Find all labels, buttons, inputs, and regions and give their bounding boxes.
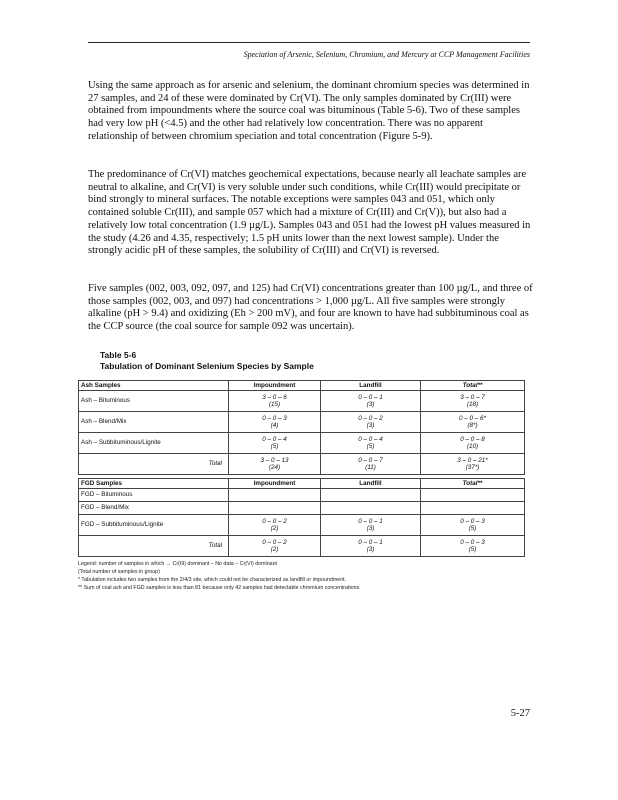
column-header: Impoundment xyxy=(229,479,321,489)
cell-total: (5) xyxy=(366,443,375,450)
cell-total: (2) xyxy=(270,546,279,553)
cell-total: (15) xyxy=(268,401,281,408)
row-label: Ash – Bituminous xyxy=(79,391,229,412)
table-row xyxy=(79,391,525,412)
row-label: FGD – Bituminous xyxy=(79,489,229,502)
cell-count: 3 – 0 – 6 xyxy=(262,393,287,401)
table-cell xyxy=(421,502,525,515)
table-cell xyxy=(421,489,525,502)
table-cell xyxy=(321,391,421,412)
cell-count: 3 – 0 – 13 xyxy=(260,456,289,464)
page-number: 5-27 xyxy=(510,708,530,719)
column-header: Ash Samples xyxy=(79,381,229,391)
row-label: FGD – Blend/Mix xyxy=(79,502,229,515)
table-cell xyxy=(321,502,421,515)
cell-total: (3) xyxy=(366,401,375,408)
cell-total: (11) xyxy=(365,464,376,471)
table-row xyxy=(79,412,525,433)
row-label: FGD – Subbituminous/Lignite xyxy=(79,515,229,536)
table-cell xyxy=(421,433,525,454)
cell-total: (18) xyxy=(466,401,479,408)
table-cell xyxy=(421,536,525,557)
table-cell xyxy=(321,412,421,433)
row-label: Ash – Blend/Mix xyxy=(79,412,229,433)
header-rule xyxy=(88,42,530,43)
table-row xyxy=(79,489,525,502)
cell-total: (8*) xyxy=(467,422,478,429)
table-row xyxy=(79,502,525,515)
cell-total: (3) xyxy=(366,525,375,532)
cell-count: 0 – 0 – 2 xyxy=(358,414,383,422)
paragraph-high-cr-vi-samples: Five samples (002, 003, 092, 097, and 125) had Cr(VI) concentrations greater than 100 µg/L, and three of those samples (002, 003, and 097) had concentrations > 1,000 µg/L. All five samples were strongly alkaline (pH > 9.4) and oxidizing (Eh > 200 mV), and four are known to have had subbituminous coal as the CCP source (the coal source for sample 092 was uncertain). xyxy=(88,283,533,333)
column-header: Landfill xyxy=(321,479,421,489)
total-label: Total xyxy=(79,536,229,557)
table-cell xyxy=(321,489,421,502)
cell-count: 3 – 0 – 21* xyxy=(457,456,488,464)
column-header: Landfill xyxy=(321,381,421,391)
table-cell xyxy=(321,454,421,475)
table-title: Tabulation of Dominant Selenium Species by Sample xyxy=(100,361,314,371)
cell-count: 3 – 0 – 7 xyxy=(460,393,485,401)
table-cell xyxy=(229,502,321,515)
total-label: Total xyxy=(79,454,229,475)
table-header-row xyxy=(79,381,525,391)
running-header: Speciation of Arsenic, Selenium, Chromium, and Mercury at CCP Management Facilities xyxy=(243,50,530,59)
cell-count: 0 – 0 – 2 xyxy=(262,538,287,546)
cell-total: (5) xyxy=(468,525,477,532)
row-label: Ash – Subbituminous/Lignite xyxy=(79,433,229,454)
table-footnote-1: * Tabulation includes two samples from the 2/4/3 site, which could not be characterized as landfill or impoundment. xyxy=(78,577,347,583)
table-header-row xyxy=(79,479,525,489)
table-cell xyxy=(229,412,321,433)
paragraph-chromium-species: Using the same approach as for arsenic and selenium, the dominant chromium species was determined in 27 samples, and 24 of these were dominated by Cr(VI). The only samples dominated by Cr(III) were obtained from impoundments where the source coal was bituminous (Table 5-6). Two of these samples had very low pH (<4.5) and the other had relatively low concentration. There was no apparent relationship of between chromium speciation and total concentration (Figure 5-9). xyxy=(88,80,530,142)
cell-count: 0 – 0 – 2 xyxy=(262,517,287,525)
column-header: Total** xyxy=(421,479,525,489)
cell-count: 0 – 0 – 7 xyxy=(358,456,383,464)
cell-total: (5) xyxy=(468,546,477,553)
cell-count: 0 – 0 – 1 xyxy=(358,538,383,546)
table-caption xyxy=(100,350,520,372)
species-table xyxy=(78,380,525,557)
table-cell xyxy=(229,433,321,454)
table-cell xyxy=(321,433,421,454)
table-row xyxy=(79,515,525,536)
table-footnote-2: ** Sum of coal ash and FGD samples is less than 81 because only 42 samples had detectable chromium concentrations. xyxy=(78,585,361,591)
cell-count: 0 – 0 – 4 xyxy=(262,435,287,443)
table-total-row xyxy=(79,536,525,557)
column-header: FGD Samples xyxy=(79,479,229,489)
table-notes xyxy=(78,560,538,592)
cell-total: (2) xyxy=(270,525,279,532)
table-total-note: (Total number of samples in group) xyxy=(78,569,160,575)
table-total-row xyxy=(79,454,525,475)
table-legend: Legend: number of samples in which → Cr(III) dominant – No data – Cr(VI) dominant xyxy=(78,561,278,567)
cell-count: 0 – 0 – 1 xyxy=(358,517,383,525)
table-cell xyxy=(229,515,321,536)
table-cell xyxy=(421,515,525,536)
cell-total: (10) xyxy=(466,443,479,450)
table-number: Table 5-6 xyxy=(100,350,137,360)
cell-total: (3) xyxy=(366,546,375,553)
cell-count: 0 – 0 – 6* xyxy=(459,414,486,422)
table-cell xyxy=(229,536,321,557)
cell-count: 0 – 0 – 3 xyxy=(262,414,287,422)
cell-total: (5) xyxy=(270,443,279,450)
cell-total: (4) xyxy=(270,422,279,429)
cell-count: 0 – 0 – 3 xyxy=(460,538,485,546)
table-cell xyxy=(229,391,321,412)
table-cell xyxy=(229,454,321,475)
table-row xyxy=(79,433,525,454)
table-cell xyxy=(229,489,321,502)
cell-count: 0 – 0 – 1 xyxy=(358,393,383,401)
paragraph-cr-vi-predominance: The predominance of Cr(VI) matches geochemical expectations, because nearly all leachate samples are neutral to alkaline, and Cr(VI) is very soluble under such conditions, while Cr(III) would precipitate or bind strongly to mineral surfaces. The notable exceptions were samples 043 and 051, which only contained soluble Cr(III), and sample 057 which had a mixture of Cr(III) and Cr(V)), but also had a relatively low total concentration (1.9 µg/L). Samples 043 and 051 had the lowest pH values measured in the study (4.26 and 4.35, respectively; 1.5 pH units lower than the next lowest sample). Under the strongly acidic pH of these samples, the solubility of Cr(III) and Cr(VI) is reversed. xyxy=(88,169,531,257)
table-cell xyxy=(421,454,525,475)
cell-total: (37*) xyxy=(465,464,480,471)
table-cell xyxy=(321,536,421,557)
cell-total: (24) xyxy=(268,464,281,471)
table-cell xyxy=(421,412,525,433)
cell-count: 0 – 0 – 4 xyxy=(358,435,383,443)
column-header: Impoundment xyxy=(229,381,321,391)
table-cell xyxy=(421,391,525,412)
table-cell xyxy=(321,515,421,536)
cell-count: 0 – 0 – 8 xyxy=(460,435,485,443)
column-header: Total** xyxy=(421,381,525,391)
cell-count: 0 – 0 – 3 xyxy=(460,517,485,525)
cell-total: (3) xyxy=(366,422,375,429)
